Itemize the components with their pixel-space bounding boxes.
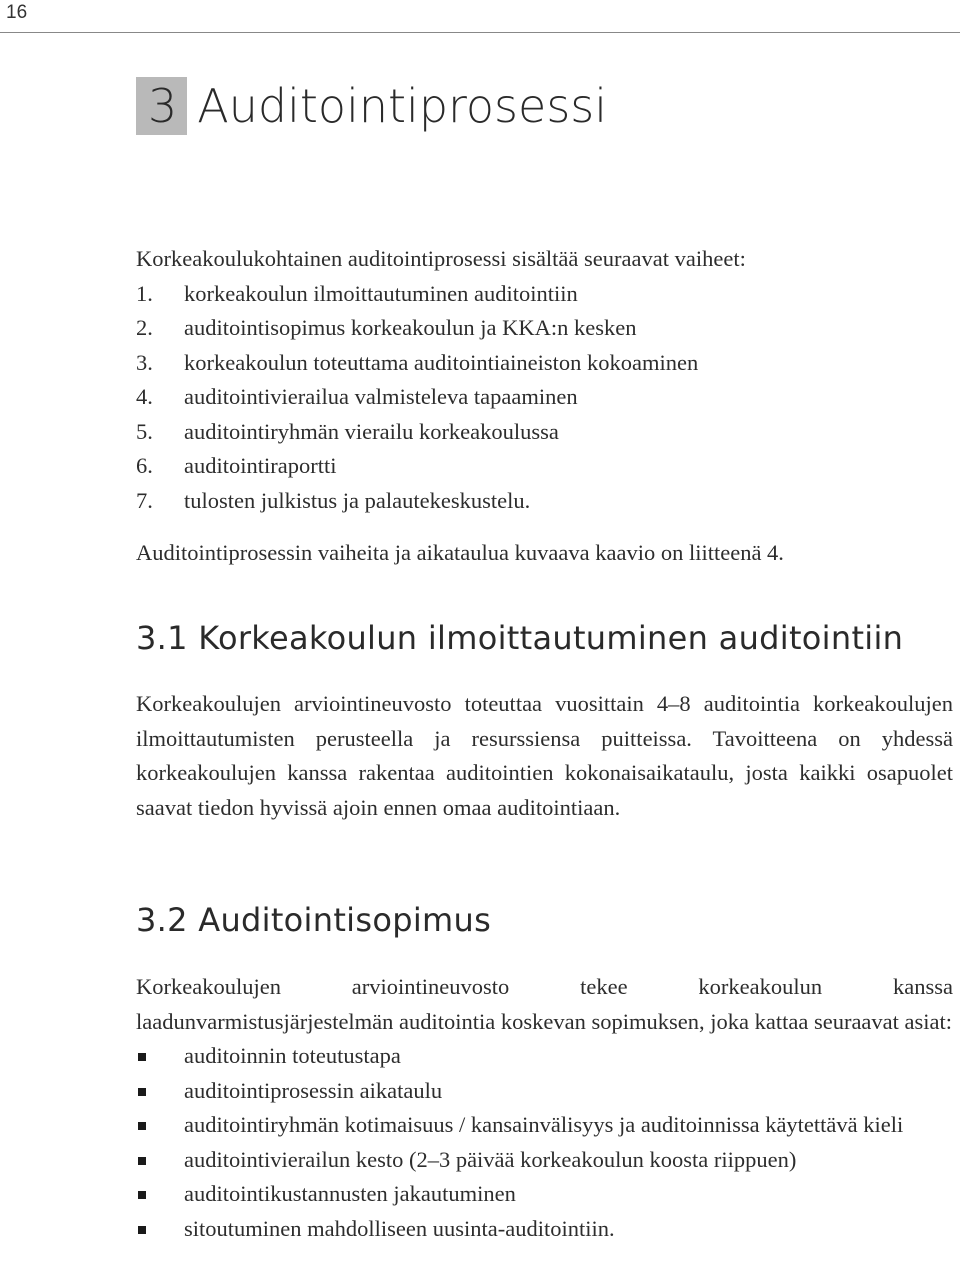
step-number: 6. (136, 453, 153, 478)
list-item (136, 311, 956, 346)
chapter-title-text: Auditointiprosessi (197, 79, 608, 133)
square-bullet-icon (136, 1177, 184, 1212)
section-heading-3-2: 3.2 Auditointisopimus (136, 901, 492, 939)
step-text: korkeakoulun toteuttama auditointiaineiston kokoaminen (184, 349, 699, 375)
chapter-number: 3 (136, 77, 187, 135)
step-number: 4. (136, 384, 153, 409)
intro-lead: Korkeakoulukohtainen auditointiprosessi sisältää seuraavat vaiheet: (136, 246, 746, 271)
list-item (136, 1039, 953, 1074)
bullet-text: auditointiprosessin aikataulu (184, 1077, 443, 1103)
step-text: auditointivierailua valmisteleva tapaaminen (184, 384, 578, 409)
intro-block (136, 242, 956, 571)
list-item (136, 277, 956, 312)
bullet-text: auditointikustannusten jakautuminen (184, 1181, 516, 1206)
step-text: tulosten julkistus ja palautekeskustelu. (184, 487, 531, 513)
list-item (136, 415, 956, 450)
section-3-2-block (136, 970, 953, 1246)
list-item (136, 484, 956, 519)
step-number: 1. (136, 280, 153, 306)
appendix-note: Auditointiprosessin vaiheita ja aikataulua kuvaava kaavio on liitteenä 4. (136, 540, 784, 565)
list-item (136, 449, 956, 484)
step-number: 2. (136, 315, 153, 340)
step-number: 7. (136, 487, 153, 513)
section-3-2-body: Korkeakoulujen arviointineuvosto tekee korkeakoulun kanssa laadunvarmistusjärjestelmän auditointia koskevan sopimuksen, joka kattaa seuraavat asiat: (136, 974, 953, 1034)
square-bullet-icon (136, 1212, 184, 1247)
square-bullet-icon (136, 1143, 184, 1178)
page-number: 16 (6, 2, 28, 23)
list-item (136, 1212, 953, 1247)
list-item (136, 380, 956, 415)
list-item (136, 1108, 953, 1143)
step-text: auditointiryhmän vierailu korkeakoulussa (184, 418, 559, 444)
square-bullet-icon (136, 1039, 184, 1074)
step-text: auditointisopimus korkeakoulun ja KKA:n kesken (184, 315, 637, 340)
list-item (136, 1143, 953, 1178)
bullet-text: auditoinnin toteutustapa (184, 1043, 401, 1068)
process-steps-list (136, 277, 956, 519)
step-number: 3. (136, 349, 153, 375)
section-heading-3-1: 3.1 Korkeakoulun ilmoittautuminen auditointiin (136, 619, 904, 657)
list-item (136, 1177, 953, 1212)
square-bullet-icon (136, 1108, 184, 1143)
bullet-text: auditointivierailun kesto (2–3 päivää korkeakoulun koosta riippuen) (184, 1146, 797, 1172)
step-text: auditointiraportti (184, 453, 337, 478)
section-3-1-body: Korkeakoulujen arviointineuvosto toteuttaa vuosittain 4–8 auditointia korkeakoulujen ilmoittautumisten perusteella ja resurssiensa puitteissa. Tavoitteena on yhdessä korkeakoulujen kanssa rakentaa auditointien kokonaisaikataulu, josta kaikki osapuolet saavat tiedon hyvissä ajoin ennen omaa auditointiaan. (136, 691, 953, 820)
agreement-items-list (136, 1039, 953, 1246)
list-item (136, 346, 956, 381)
step-number: 5. (136, 418, 153, 444)
header-rule (0, 32, 960, 33)
step-text: korkeakoulun ilmoittautuminen auditointiin (184, 280, 578, 306)
list-item (136, 1074, 953, 1109)
bullet-text: auditointiryhmän kotimaisuus / kansainvälisyys ja auditoinnissa käytettävä kieli (184, 1112, 904, 1137)
bullet-text: sitoutuminen mahdolliseen uusinta-auditointiin. (184, 1215, 615, 1241)
chapter-title (136, 77, 607, 135)
square-bullet-icon (136, 1074, 184, 1109)
